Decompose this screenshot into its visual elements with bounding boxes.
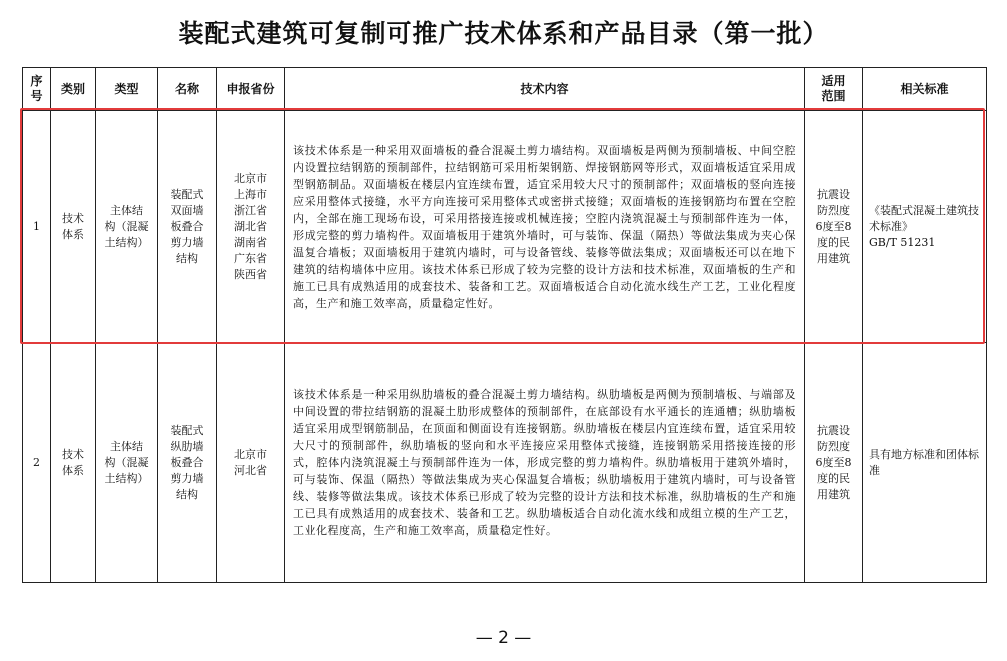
cell-content: 该技术体系是一种采用双面墙板的叠合混凝土剪力墙结构。双面墙板是两侧为预制墙板、中间空腔内设置拉结钢筋的预制部件，拉结钢筋可采用桁架钢筋、焊接钢筋网等形式，双面墙板适宜采用成型钢筋制品。双面墙板在楼层内宜连续布置，适宜采用较大尺寸的预制部件；双面墙板的竖向连接应采用整体式接缝，水平方向连接可采用整体式或密拼式接缝；双面墙板的连接钢筋均布置在空腔内，全部在施工现场布设，可采用搭接连接或机械连接；空腔内浇筑混凝土与预制部件连为一体，形成完整的剪力墙构件。双面墙板用于建筑外墙时，可与装饰、保温（隔热）等做法集成为夹心保温复合墙板；双面墙板用于建筑内墙时，可与设备管线、装修等做法集成；双面墙板还可以在地下建筑的结构墙体中应用。该技术体系已形成了较为完整的设计方法和技术标准，双面墙板的生产和施工已具有成熟适用的成套技术、装备和工艺。双面墙板适合自动化流水线生产工艺，工业化程度高，生产和施工效率高，质量稳定性好。 — [285, 111, 805, 343]
cell-name: 装配式 双面墙 板叠合 剪力墙 结构 — [158, 111, 217, 343]
table-row — [23, 343, 987, 583]
cell-type: 主体结 构（混凝 土结构） — [96, 343, 158, 583]
cell-standard: 《装配式混凝土建筑技术标准》 GB/T 51231 — [863, 111, 987, 343]
cell-name: 装配式 纵肋墙 板叠合 剪力墙 结构 — [158, 343, 217, 583]
document-title: 装配式建筑可复制可推广技术体系和产品目录（第一批） — [178, 19, 829, 48]
cell-province: 北京市 河北省 — [217, 343, 285, 583]
header-scope: 适用 范围 — [805, 68, 863, 111]
header-name: 名称 — [158, 68, 217, 111]
cell-index: 2 — [23, 343, 51, 583]
header-category: 类别 — [51, 68, 96, 111]
header-standard: 相关标准 — [863, 68, 987, 111]
page-number: — 2 — — [475, 628, 532, 648]
header-index: 序 号 — [23, 68, 51, 111]
cell-scope: 抗震设 防烈度 6度至8 度的民 用建筑 — [805, 343, 863, 583]
cell-category: 技术 体系 — [51, 111, 96, 343]
table-header-row — [23, 68, 987, 111]
cell-category: 技术 体系 — [51, 343, 96, 583]
row-highlight-box — [20, 108, 985, 344]
cell-content: 该技术体系是一种采用纵肋墙板的叠合混凝土剪力墙结构。纵肋墙板是两侧为预制墙板、与端部及中间设置的带拉结钢筋的混凝土肋形成整体的预制部件，在底部设有水平通长的连通槽；纵肋墙板适宜采用成型钢筋制品，在顶面和侧面设有连接钢筋。纵肋墙板在楼层内宜连续布置，适宜采用较大尺寸的预制部件，纵肋墙板的竖向和水平连接应采用整体式接缝，连接钢筋采用搭接连接的形式，腔体内浇筑混凝土与预制部件连为一体，形成完整的剪力墙构件。纵肋墙板用于建筑外墙时，可与装饰、保温（隔热）等做法集成为夹心保温复合墙板；纵肋墙板用于建筑内墙时，可与设备管线、装修等做法集成。该技术体系已形成了较为完整的设计方法和技术标准，纵肋墙板的生产和施工已具有成熟适用的成套技术、装备和工艺。纵肋墙板适合自动化流水线和成组立模的生产工艺，工业化程度高，生产和施工效率高，质量稳定性好。 — [285, 343, 805, 583]
header-type: 类型 — [96, 68, 158, 111]
cell-province: 北京市 上海市 浙江省 湖北省 湖南省 广东省 陕西省 — [217, 111, 285, 343]
cell-standard: 具有地方标准和团体标准 — [863, 343, 987, 583]
cell-scope: 抗震设 防烈度 6度至8 度的民 用建筑 — [805, 111, 863, 343]
header-province: 申报省份 — [217, 68, 285, 111]
header-content: 技术内容 — [285, 68, 805, 111]
cell-index: 1 — [23, 111, 51, 343]
cell-type: 主体结 构（混凝 土结构） — [96, 111, 158, 343]
